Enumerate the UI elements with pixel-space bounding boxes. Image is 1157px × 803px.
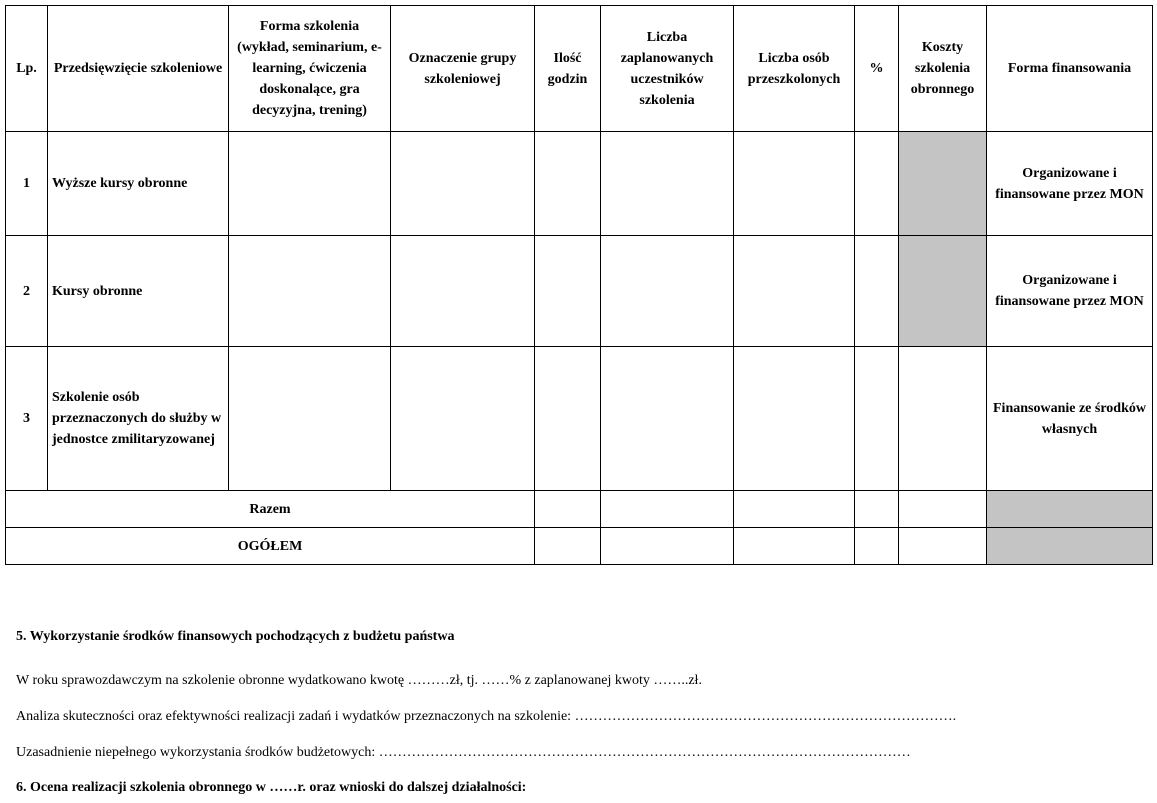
training-name: Szkolenie osób przeznaczonych do służby w jednostce zmilitaryzowanej: [48, 347, 229, 491]
cell-trained-persons: [734, 236, 855, 347]
section-5-heading: 5. Wykorzystanie środków finansowych pochodzących z budżetu państwa: [16, 629, 455, 644]
cell-training-form: [229, 132, 391, 236]
row-number: 2: [6, 236, 48, 347]
training-report-table: [5, 5, 1153, 565]
header-lp: Lp.: [6, 6, 48, 132]
section-5-expenditure-line: W roku sprawozdawczym na szkolenie obronne wydatkowano kwotę ………zł, tj. ……% z zaplanowanej kwoty ……..zł.: [16, 673, 702, 688]
training-name: Kursy obronne: [48, 236, 229, 347]
cell-costs-shaded: [899, 132, 987, 236]
cell-percent: [855, 347, 899, 491]
table-row: [6, 132, 1153, 236]
total-percent: [855, 491, 899, 528]
section-5-justification-line: Uzasadnienie niepełnego wykorzystania środków budżetowych: ……………………………………………………………………………………………………: [16, 745, 911, 760]
cell-percent: [855, 132, 899, 236]
header-training-form: Forma szkolenia (wykład, seminarium, e-learning, ćwiczenia doskonalące, gra decyzyjna, trening): [229, 6, 391, 132]
cell-trained-persons: [734, 347, 855, 491]
grand-total-percent: [855, 528, 899, 565]
header-financing-form: Forma finansowania: [987, 6, 1153, 132]
cell-training-form: [229, 347, 391, 491]
cell-planned-participants: [601, 132, 734, 236]
table-row: [6, 236, 1153, 347]
total-trained: [734, 491, 855, 528]
grand-total-label: OGÓŁEM: [6, 528, 535, 565]
cell-hours: [535, 347, 601, 491]
total-hours: [535, 491, 601, 528]
header-percent: %: [855, 6, 899, 132]
cell-training-form: [229, 236, 391, 347]
cell-percent: [855, 236, 899, 347]
section-6-heading: 6. Ocena realizacji szkolenia obronnego w ……r. oraz wnioski do dalszej działalności:: [16, 780, 527, 795]
total-costs: [899, 491, 987, 528]
cell-costs-shaded: [899, 236, 987, 347]
grand-total-trained: [734, 528, 855, 565]
grand-total-hours: [535, 528, 601, 565]
header-group-designation: Oznaczenie grupy szkoleniowej: [391, 6, 535, 132]
total-financing-shaded: [987, 491, 1153, 528]
cell-hours: [535, 236, 601, 347]
training-name: Wyższe kursy obronne: [48, 132, 229, 236]
financing-form: Organizowane i finansowane przez MON: [987, 236, 1153, 347]
total-label: Razem: [6, 491, 535, 528]
header-training-activity: Przedsięwzięcie szkoleniowe: [48, 6, 229, 132]
row-number: 3: [6, 347, 48, 491]
grand-total-planned: [601, 528, 734, 565]
header-hours: Ilość godzin: [535, 6, 601, 132]
cell-planned-participants: [601, 236, 734, 347]
header-trained-persons: Liczba osób przeszkolonych: [734, 6, 855, 132]
cell-group-designation: [391, 236, 535, 347]
cell-planned-participants: [601, 347, 734, 491]
grand-total-financing-shaded: [987, 528, 1153, 565]
financing-form: Organizowane i finansowane przez MON: [987, 132, 1153, 236]
cell-hours: [535, 132, 601, 236]
grand-total-costs: [899, 528, 987, 565]
cell-trained-persons: [734, 132, 855, 236]
row-number: 1: [6, 132, 48, 236]
header-planned-participants: Liczba zaplanowanych uczestników szkolenia: [601, 6, 734, 132]
grand-total-row: [6, 528, 1153, 565]
header-costs: Koszty szkolenia obronnego: [899, 6, 987, 132]
financing-form: Finansowanie ze środków własnych: [987, 347, 1153, 491]
total-row: [6, 491, 1153, 528]
section-5-analysis-line: Analiza skuteczności oraz efektywności realizacji zadań i wydatków przeznaczonych na szkolenie: ……………………………………………………………………….: [16, 709, 957, 724]
table-row: [6, 347, 1153, 491]
header-row: [6, 6, 1153, 132]
cell-group-designation: [391, 132, 535, 236]
total-planned: [601, 491, 734, 528]
cell-group-designation: [391, 347, 535, 491]
cell-costs: [899, 347, 987, 491]
